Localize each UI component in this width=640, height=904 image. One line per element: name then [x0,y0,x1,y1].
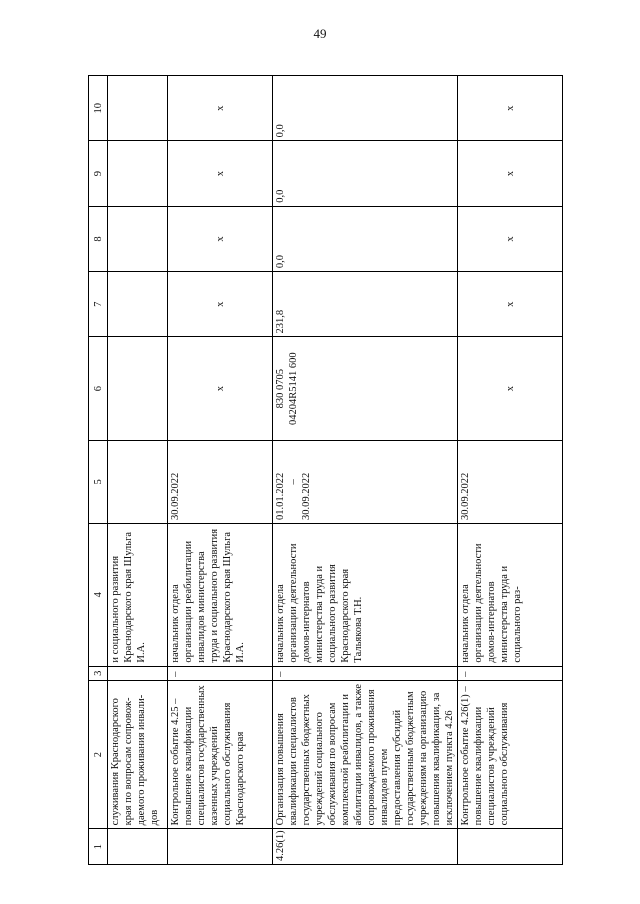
date-start: 01.01.2022 [275,472,286,520]
cell-number [168,829,273,865]
cell-code [273,337,458,440]
cell-value: x [458,272,563,337]
cell-number [108,829,168,865]
cell-dash: – [273,666,458,680]
table-row [273,76,458,865]
date-end: 30.09.2022 [301,472,312,520]
header-cell: 2 [89,680,108,829]
cell-value: x [458,76,563,141]
header-cell: 10 [89,76,108,141]
cell-code: x [168,337,273,440]
cell-code [108,337,168,440]
page-number: 49 [313,26,327,41]
header-cell: 1 [89,829,108,865]
table-row [458,76,563,865]
cell-date: 30.09.2022 [168,440,273,523]
cell-number [458,829,563,865]
cell-value: x [168,141,273,206]
table-row [168,76,273,865]
header-cell: 4 [89,524,108,667]
cell-value [108,272,168,337]
cell-dash: – [168,666,273,680]
header-cell: 8 [89,206,108,271]
cell-value: x [458,141,563,206]
header-cell: 9 [89,141,108,206]
cell-description: Контрольное событие 4.25 – повышение квалификации специалистов государственных казенных учреждений социального обслуживания Краснодарского края [168,680,273,829]
code-line-1: 830 0705 [275,368,286,409]
cell-date: 30.09.2022 [458,440,563,523]
cell-value: 0,0 [273,76,458,141]
cell-responsible: начальник отдела организации реабилитации инвалидов министерства труда и социального развития Краснодарского края Шульга И.А. [168,524,273,667]
header-cell: 5 [89,440,108,523]
date-dash: – [288,479,299,485]
cell-number: 4.26(1) [273,829,458,865]
cell-dash: – [458,666,563,680]
header-row [89,76,108,865]
cell-responsible: начальник отдела организации деятельности домов-интернатов министерства труда и социального раз- [458,524,563,667]
cell-value [108,76,168,141]
cell-responsible: и социального развития Краснодарского края Шульга И.А. [108,524,168,667]
cell-code: x [458,337,563,440]
cell-value [108,141,168,206]
cell-description: служивания Краснодарского края по вопросам сопровождаемого проживания инвалидов [108,680,168,829]
cell-value: x [168,206,273,271]
header-cell: 3 [89,666,108,680]
header-cell: 7 [89,272,108,337]
cell-value: x [458,206,563,271]
cell-description: Организация повышения квалификации специалистов государственных бюджетных учреждений социального обслуживания по вопросам комплексной реабилитации и абилитации инвалидов, а также сопровождаемого проживания инвалидов путем предоставления субсидий государственным бюджетным учреждениям на организацию повышения квалификации, за исключением пункта 4.26 [273,680,458,829]
cell-description: Контрольное событие 4.26(1) – повышение квалификации специалистов учреждений социального обслуживания [458,680,563,829]
cell-date [273,440,458,523]
table-row [108,76,168,865]
header-cell: 6 [89,337,108,440]
cell-value: x [168,76,273,141]
cell-dash [108,666,168,680]
cell-value: 0,0 [273,141,458,206]
cell-value [108,206,168,271]
cell-value: 0,0 [273,206,458,271]
cell-value: 231,8 [273,272,458,337]
rotated-table-container [88,75,523,865]
cell-responsible: начальник отдела организации деятельности домов-интернатов министерства труда и социального развития Краснодарского края Тальякова Т.Н. [273,524,458,667]
cell-date [108,440,168,523]
code-line-2: 04204R5141 600 [288,352,299,425]
cell-value: x [168,272,273,337]
program-table [88,75,563,865]
